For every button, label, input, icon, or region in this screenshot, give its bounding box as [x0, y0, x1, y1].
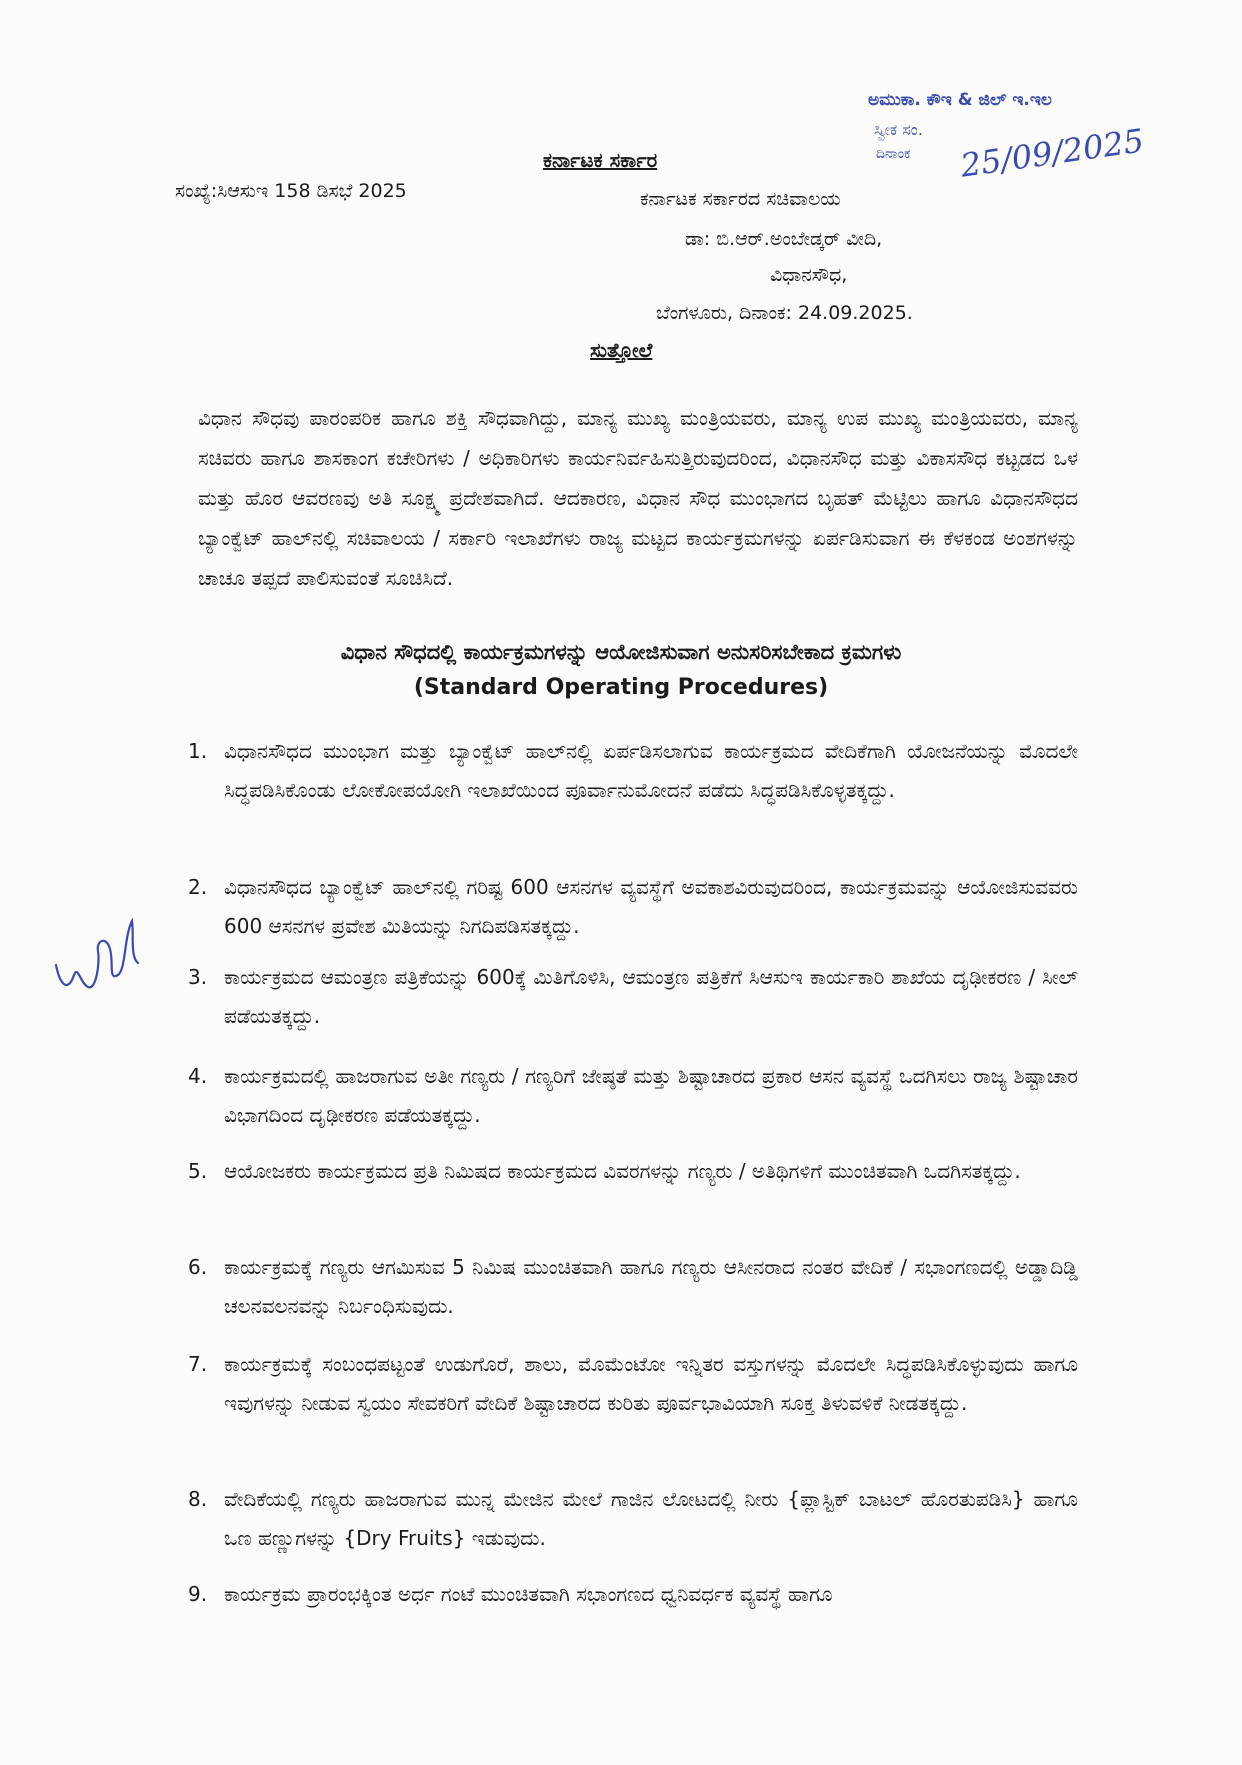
office-street: ಡಾ: ಬಿ.ಆರ್.ಅಂಬೇಡ್ಕರ್ ವೀದಿ,	[685, 228, 883, 250]
sop-heading-english: (Standard Operating Procedures)	[413, 675, 829, 700]
sop-item-number: 1.	[188, 739, 208, 763]
sop-item-text: ಕಾರ್ಯಕ್ರಮಕ್ಕೆ ಸಂಬಂಧಪಟ್ಟಂತೆ ಉಡುಗೊರೆ, ಶಾಲು, ಮೊಮೆಂಟೋ ಇನ್ನಿತರ ವಸ್ತುಗಳನ್ನು ಮೊದಲೇ ಸಿದ್ಧಪಡಿಸಿಕೊಳ್ಳುವುದು ಹಾಗೂ ಇವುಗಳನ್ನು ನೀಡುವ ಸ್ವಯಂ ಸೇವಕರಿಗೆ ವೇದಿಕೆ ಶಿಷ್ಟಾಚಾರದ ಕುರಿತು ಪೂರ್ವಭಾವಿಯಾಗಿ ಸೂಕ್ತ ತಿಳುವಳಿಕೆ ನೀಡತಕ್ಕದ್ದು.	[224, 1352, 1078, 1415]
reference-number: ಸಂಖ್ಯೆ:ಸಿಆಸುಇ 158 ಡಿಸಭೆ 2025	[175, 180, 407, 202]
stamp-office-line: ಅಮುಕಾ. ಕೌಇ & ಜಿಲ್ ಇ.ಇಲ	[868, 90, 1052, 110]
sop-item-number: 2.	[188, 875, 208, 899]
sop-heading-kannada: ವಿಧಾನ ಸೌಧದಲ್ಲಿ ಕಾರ್ಯಕ್ರಮಗಳನ್ನು ಆಯೋಜಿಸುವಾಗ ಅನುಸರಿಸಬೇಕಾದ ಕ್ರಮಗಳು	[340, 640, 902, 664]
issuing-office: ಕರ್ನಾಟಕ ಸರ್ಕಾರದ ಸಚಿವಾಲಯ	[640, 188, 841, 210]
sop-item-number: 7.	[188, 1352, 208, 1376]
sop-item-text: ಕಾರ್ಯಕ್ರಮದ ಆಮಂತ್ರಣ ಪತ್ರಿಕೆಯನ್ನು 600ಕ್ಕೆ ಮಿತಿಗೊಳಿಸಿ, ಆಮಂತ್ರಣ ಪತ್ರಿಕೆಗೆ ಸಿಆಸುಇ ಕಾರ್ಯಕಾರಿ ಶಾಖೆಯ ದೃಢೀಕರಣ / ಸೀಲ್ ಪಡೆಯತಕ್ಕದ್ದು.	[224, 965, 1078, 1028]
sop-item-number: 3.	[188, 965, 208, 989]
sop-item-number: 9.	[188, 1582, 208, 1606]
stamp-number-label: ಸ್ವೀಕ ಸಂ.	[874, 120, 923, 139]
sop-item	[188, 1575, 1078, 1614]
office-building: ವಿಧಾನಸೌಧ,	[770, 264, 848, 286]
sop-item-text: ಕಾರ್ಯಕ್ರಮದಲ್ಲಿ ಹಾಜರಾಗುವ ಅತೀ ಗಣ್ಯರು / ಗಣ್ಯರಿಗೆ ಜೇಷ್ಠತೆ ಮತ್ತು ಶಿಷ್ಟಾಚಾರದ ಪ್ರಕಾರ ಆಸನ ವ್ಯವಸ್ಥೆ ಒದಗಿಸಲು ರಾಜ್ಯ ಶಿಷ್ಟಾಚಾರ ವಿಭಾಗದಿಂದ ದೃಢೀಕರಣ ಪಡೆಯತಕ್ಕದ್ದು.	[224, 1064, 1078, 1127]
sop-item-number: 8.	[188, 1487, 208, 1511]
sop-item	[188, 1152, 1078, 1191]
sop-item	[188, 732, 1078, 810]
stamp-date-label: ದಿನಾಂಕ	[876, 146, 911, 162]
sop-item-text: ಕಾರ್ಯಕ್ರಮಕ್ಕೆ ಗಣ್ಯರು ಆಗಮಿಸುವ 5 ನಿಮಿಷ ಮುಂಚಿತವಾಗಿ ಹಾಗೂ ಗಣ್ಯರು ಆಸೀನರಾದ ನಂತರ ವೇದಿಕೆ / ಸಭಾಂಗಣದಲ್ಲಿ ಅಡ್ಡಾದಿಡ್ಡಿ ಚಲನವಲನವನ್ನು ನಿರ್ಬಂಧಿಸುವುದು.	[224, 1255, 1078, 1318]
intro-paragraph: ವಿಧಾನ ಸೌಧವು ಪಾರಂಪರಿಕ ಹಾಗೂ ಶಕ್ತಿ ಸೌಧವಾಗಿದ್ದು, ಮಾನ್ಯ ಮುಖ್ಯ ಮಂತ್ರಿಯವರು, ಮಾನ್ಯ ಉಪ ಮುಖ್ಯ ಮಂತ್ರಿಯವರು, ಮಾನ್ಯ ಸಚಿವರು ಹಾಗೂ ಶಾಸಕಾಂಗ ಕಚೇರಿಗಳು / ಅಧಿಕಾರಿಗಳು ಕಾರ್ಯನಿರ್ವಹಿಸುತ್ತಿರುವುದರಿಂದ, ವಿಧಾನಸೌಧ ಮತ್ತು ವಿಕಾಸಸೌಧ ಕಟ್ಟಡದ ಒಳ ಮತ್ತು ಹೊರ ಆವರಣವು ಅತಿ ಸೂಕ್ಷ್ಮ ಪ್ರದೇಶವಾಗಿದೆ. ಆದಕಾರಣ, ವಿಧಾನ ಸೌಧ ಮುಂಭಾಗದ ಬೃಹತ್ ಮೆಟ್ಟಿಲು ಹಾಗೂ ವಿಧಾನಸೌಧದ ಬ್ಯಾಂಕ್ವೆಟ್ ಹಾಲ್‌ನಲ್ಲಿ ಸಚಿವಾಲಯ / ಸರ್ಕಾರಿ ಇಲಾಖೆಗಳು ರಾಜ್ಯ ಮಟ್ಟದ ಕಾರ್ಯಕ್ರಮಗಳನ್ನು ಏರ್ಪಡಿಸುವಾಗ ಈ ಕೆಳಕಂಡ ಅಂಶಗಳನ್ನು ಚಾಚೂ ತಪ್ಪದೆ ಪಾಲಿಸುವಂತೆ ಸೂಚಿಸಿದೆ.	[198, 406, 1078, 590]
sop-item-text: ವೇದಿಕೆಯಲ್ಲಿ ಗಣ್ಯರು ಹಾಜರಾಗುವ ಮುನ್ನ ಮೇಜಿನ ಮೇಲೆ ಗಾಜಿನ ಲೋಟದಲ್ಲಿ ನೀರು {ಪ್ಲಾಸ್ಟಿಕ್ ಬಾಟಲ್ ಹೊರತುಪಡಿಸಿ} ಹಾಗೂ ಒಣ ಹಣ್ಣುಗಳನ್ನು {Dry Fruits} ಇಡುವುದು.	[224, 1487, 1078, 1550]
inward-stamp	[868, 90, 1168, 190]
sop-item	[188, 1345, 1078, 1423]
sop-item-text: ಕಾರ್ಯಕ್ರಮ ಪ್ರಾರಂಭಕ್ಕಿಂತ ಅರ್ಧ ಗಂಟೆ ಮುಂಚಿತವಾಗಿ ಸಭಾಂಗಣದ ಧ್ವನಿವರ್ಧಕ ವ್ಯವಸ್ಥೆ ಹಾಗೂ	[224, 1582, 833, 1606]
sop-item	[188, 1248, 1078, 1326]
sop-item-number: 6.	[188, 1255, 208, 1279]
sop-item-text: ವಿಧಾನಸೌಧದ ಬ್ಯಾಂಕ್ವೆಟ್ ಹಾಲ್‌ನಲ್ಲಿ ಗರಿಷ್ಟ 600 ಆಸನಗಳ ವ್ಯವಸ್ಥೆಗೆ ಅವಕಾಶವಿರುವುದರಿಂದ, ಕಾರ್ಯಕ್ರಮವನ್ನು ಆಯೋಜಿಸುವವರು 600 ಆಸನಗಳ ಪ್ರವೇಶ ಮಿತಿಯನ್ನು ನಿಗದಿಪಡಿಸತಕ್ಕದ್ದು.	[224, 875, 1078, 938]
document-title: ಕರ್ನಾಟಕ ಸರ್ಕಾರ	[543, 148, 658, 172]
sop-item	[188, 1480, 1078, 1558]
sop-item	[188, 958, 1078, 1036]
sop-item-text: ವಿಧಾನಸೌಧದ ಮುಂಭಾಗ ಮತ್ತು ಬ್ಯಾಂಕ್ವೆಟ್ ಹಾಲ್‌ನಲ್ಲಿ ಏರ್ಪಡಿಸಲಾಗುವ ಕಾರ್ಯಕ್ರಮದ ವೇದಿಕೆಗಾಗಿ ಯೋಜನೆಯನ್ನು ಮೊದಲೇ ಸಿದ್ಧಪಡಿಸಿಕೊಂಡು ಲೋಕೋಪಯೋಗಿ ಇಲಾಖೆಯಿಂದ ಪೂರ್ವಾನುಮೋದನೆ ಪಡೆದು ಸಿದ್ಧಪಡಿಸಿಕೊಳ್ಳತಕ್ಕದ್ದು.	[224, 739, 1078, 802]
document-type: ಸುತ್ತೋಲೆ	[590, 338, 653, 362]
sop-item	[188, 1057, 1078, 1135]
sop-item	[188, 868, 1078, 946]
handwritten-initials	[48, 905, 148, 1005]
stamp-handwritten-date: 25/09/2025	[958, 121, 1147, 185]
sop-item-number: 5.	[188, 1159, 208, 1183]
sop-item-number: 4.	[188, 1064, 208, 1088]
sop-item-text: ಆಯೋಜಕರು ಕಾರ್ಯಕ್ರಮದ ಪ್ರತಿ ನಿಮಿಷದ ಕಾರ್ಯಕ್ರಮದ ವಿವರಗಳನ್ನು ಗಣ್ಯರು / ಅತಿಥಿಗಳಿಗೆ ಮುಂಚಿತವಾಗಿ ಒದಗಿಸತಕ್ಕದ್ದು.	[224, 1159, 1021, 1183]
place-and-date: ಬೆಂಗಳೂರು, ದಿನಾಂಕ: 24.09.2025.	[656, 302, 913, 324]
